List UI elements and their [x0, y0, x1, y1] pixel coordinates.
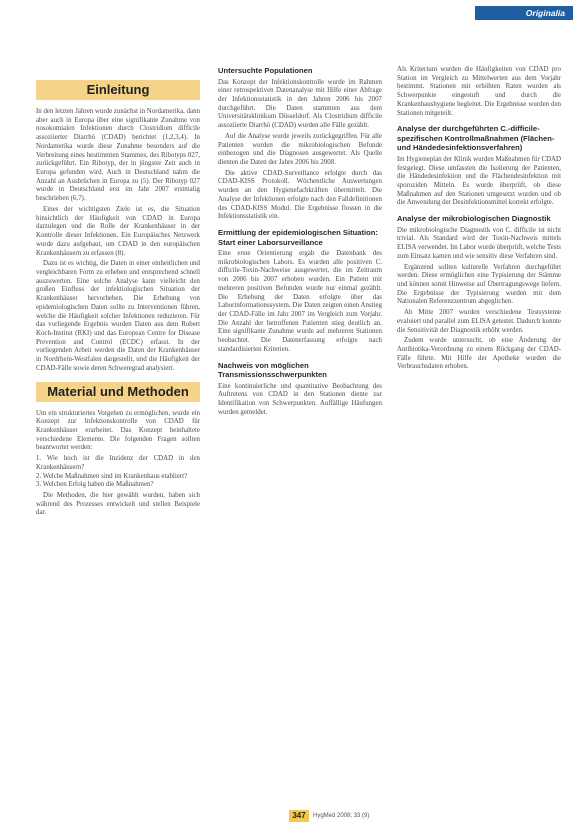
paragraph: Zudem wurde untersucht, ob eine Änderung der Antibiotika-Verordnung zu einem Rückgang der CDAD-Fälle führte. Mit Hilfe der Apotheke wurden die Verbrauchsdaten erhoben. [397, 337, 561, 371]
paragraph: Ergänzend sollten kulturelle Verfahren durchgeführt werden. Diese ermöglichen eine Typisierung der Stämme und können somit Hinweise auf Übertragungswege liefern. Die Ergebnisse der Typisierung wurden mit dem Nationalen Referenzzentrum abgeglichen. [397, 263, 561, 306]
list-item: 1. Wie hoch ist die Inzidenz der CDAD in den Krankenhäusern? [36, 455, 200, 471]
journal-citation: HygMed 2008; 33 (9) [313, 813, 370, 819]
list-item: 2. Welche Maßnahmen sind im Krankenhaus etabliert? [36, 472, 188, 480]
paragraph: Eine erste Orientierung ergab die Datenbank des mikrobiologischen Labors. Es wurden alle positiven C. difficile-Toxin-Nachweise ausgewertet, die im Zeitraum von 2006 bis 2007 erhoben wurden. Ein Patient mit mehreren positiven Befunden wurde nur einmal gezählt. Die Erhebung der Daten erfolgte über das Laborinformationssystem. Die Daten zeigten einen Anstieg der CDAD-Fälle im Jahr 2007 im Vergleich zum Vorjahr. Die Anzahl der betroffenen Patienten stieg deutlich an. Eine signifikante Zunahme wurde auf mehreren Stationen beobachtet. Die Datenerfassung erfolgte nach standardisierten Kriterien. [218, 250, 382, 353]
section-label: Originalia [525, 8, 565, 18]
intro-paragraph-3: Dazu ist es wichtig, die Daten in einer einheitlichen und vergleichbaren Form zu erheben und entsprechend schnell auszuwerten. Eine solche Analyse kann vielleicht den großen Einfluss der infektiologischen Situation der Krankenhäuser hervorheben. Die Erhebung von epidemiologischen Daten sollte zu Interventionen führen, welche die Häufigkeit solcher Infektionen reduzieren. Für das vorliegende Ergebnis wurden Daten aus dem Robert Koch-Institut (RKI) und das European Centre for Disease Prevention and Control (ECDC) erfasst. In der vorliegenden Arbeit werden die Daten der Krankenhäuser in Nordrhein-Westfalen dargestellt, und die Häufigkeit der CDAD-Fälle sowie deren Schweregrad analysiert. [36, 260, 200, 372]
column-middle [218, 66, 382, 420]
subheading-epidemiology: Ermittlung der epidemiologischen Situation: Start einer Laborsurveillance [218, 228, 378, 247]
intro-heading: Einleitung [36, 80, 200, 100]
paragraph: Ab Mitte 2007 wurden verschiedene Testsysteme evaluiert und parallel zum ELISA getestet. Dadurch konnte die Sensitivität der Diagnostik erhöht werden. [397, 309, 561, 334]
methods-list [36, 455, 200, 490]
page-footer [0, 808, 573, 824]
subheading-diagnostics: Analyse der mikrobiologischen Diagnostik [397, 214, 551, 224]
paragraph: Auf die Analyse wurde jeweils zurückgegriffen. Für alle Patienten wurden die mikrobiologischen Befunde einbezogen und die Diagnosen ausgewertet. Als Quelle dienten die Daten der Jahre 2006 bis 2008. [218, 132, 382, 166]
paragraph: Eine kontinuierliche und quantitative Beobachtung des Auftretens von CDAD in den Stationen diente zur Identifikation von Schwerpunkten. Auffällige Häufungen wurden gemeldet. [218, 382, 382, 416]
paragraph: Die mikrobiologische Diagnostik von C. difficile ist nicht trivial. Als Standard wird der Toxin-Nachweis mittels ELISA verwendet. Im Labor wurde überprüft, welche Tests zum Einsatz kamen und wie sensitiv diese Verfahren sind. [397, 226, 561, 260]
column-left [36, 62, 200, 520]
list-item: 3. Welchen Erfolg haben die Maßnahmen? [36, 481, 154, 489]
column-right [397, 66, 561, 374]
page-header [0, 0, 573, 26]
paragraph: Als Kriterium wurden die Häufigkeiten von CDAD pro Station im Vergleich zu Mittelwerten aus dem Vorjahr bestimmt. Stationen mit erhöhten Raten wurden als Schwerpunkte eingestuft und durch die Krankenhaushygiene begleitet. Die Ergebnisse wurden den Stationen mitgeteilt. [397, 66, 561, 117]
subheading-control-measures: Analyse der durchgeführten C.-difficile-spezifischen Kontrollmaßnahmen (Flächen- und Händedesinfektionsverfahren) [397, 124, 555, 153]
paragraph: Das Konzept der Infektionskontrolle wurde im Rahmen einer retrospektiven Datenanalyse mit Hilfe einer Abfrage der Infektionsstatistik in den Jahren 2006 bis 2007 durchgeführt. Die Daten stammten aus dem Universitätsklinikum Düsseldorf. Als Clostridium difficile assoziierte Diarrhö (CDAD) wurden alle Fälle gezählt. [218, 78, 382, 130]
page-number: 347 [289, 810, 309, 822]
subheading-populations: Untersuchte Populationen [218, 66, 313, 75]
paragraph: Die aktive CDAD-Surveillance erfolgte durch das CDAD-KISS Protokoll. Wöchentliche Auswertungen wurden an den Hygienefachkräften übermittelt. Die Analyse der Infektionen erfolgte nach den Falldefinitionen des CDAD-KISS Modul. Die Ergebnisse flossen in die Infektionsstatistik ein. [218, 169, 382, 221]
methods-outro: Die Methoden, die hier gewählt wurden, haben sich während des Prozesses entwickelt und stellen Beispiele dar. [36, 492, 200, 517]
intro-paragraph-2: Eines der wichtigsten Ziele ist es, die Situation hinsichtlich der Häufigkeit von CDAD in Europa darzulegen und die Rolle der Krankenhäuser in der Kontrolle dieser Infektionen. Ein Europäisches Netzwerk wurde dazu aufgebaut, um CDAD in den europäischen Krankenhäusern zu erfassen (8). [36, 205, 200, 257]
methods-intro: Um ein strukturiertes Vorgehen zu ermöglichen, wurde ein Konzept zur Infektionskontrolle von CDAD für Krankenhäuser erarbeitet. Das Konzept beinhaltete verschiedene Elemente. Die folgenden Fragen sollten beantwortet werden: [36, 409, 200, 452]
subheading-transmission: Nachweis von möglichen Transmissionsschwerpunkten [218, 360, 327, 380]
intro-paragraph-1: In den letzten Jahren wurde zunächst in Nordamerika, dann aber auch in Europa über eine signifikante Zunahme von nosokomialen Infektionen durch Clostridium difficile assoziierter Diarrhö (CDAD) berichtet (1,2,3,4). In Nordamerika wurde diese Zunahme besonders auf die Verbreitung eines bestimmten Stammes, des Ribotyps 027, zurückgeführt. Ein Ribotyp, der in jüngster Zeit auch in Europa gefunden wird. Auch in Deutschland nahm die Anzahl an Ausbrüchen in Europa zu (5). Der Ribotyp 027 wurde in Deutschland erst im Jahr 2007 erstmalig beschrieben (6,7). [36, 108, 200, 203]
paragraph: Im Hygieneplan der Klinik wurden Maßnahmen für CDAD festgelegt. Diese umfassten die Isolierung der Patienten, die Händedesinfektion und die Flächendesinfektion mit sporoziden Mitteln. Es wurde überprüft, ob diese Maßnahmen auf den Stationen umgesetzt wurden und ob die Anwendung der Desinfektionsmittel korrekt erfolgte. [397, 155, 561, 207]
methods-heading: Material und Methoden [36, 382, 200, 402]
